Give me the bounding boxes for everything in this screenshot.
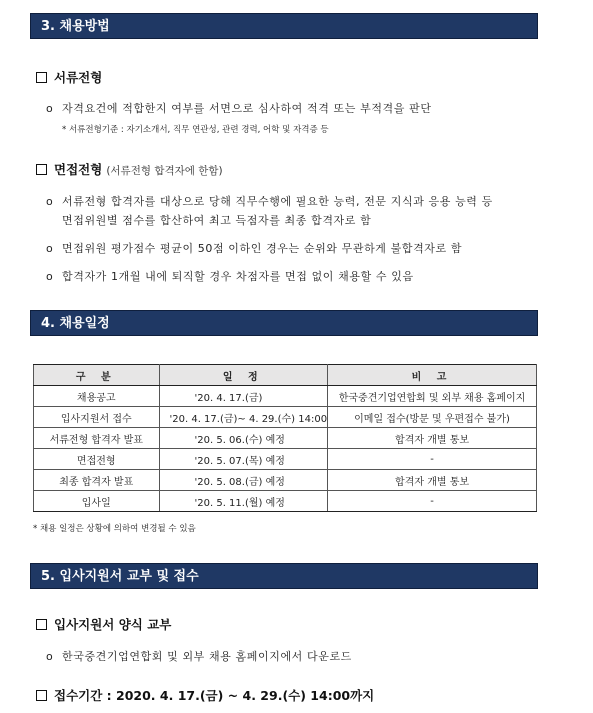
section-3-header: 3. 채용방법 [30,13,538,39]
bullet-icon: o [46,650,54,663]
application-form-title: 입사지원서 양식 교부 [54,617,172,632]
interview-bullet-1 [46,193,493,209]
schedule-change-note: * 채용 일정은 상황에 의하여 변경될 수 있음 [33,524,196,534]
section-5-header: 5. 입사지원서 교부 및 접수 [30,563,538,589]
document-screening-criteria-note: * 서류전형기준 : 자기소개서, 직무 연관성, 관련 경력, 어학 및 자격증 등 [62,125,329,135]
cell-remarks: 합격자 개별 통보 [328,428,537,449]
interview-bullet-1-continued: 면접위원별 점수를 합산하여 최고 득점자를 최종 합격자로 함 [62,214,372,227]
cell-schedule: '20. 5. 07.(목) 예정 [159,449,328,470]
table-header-row [34,365,537,386]
bullet-text: 한국중견기업연합회 및 외부 채용 홈페이지에서 다운로드 [62,650,352,663]
checkbox-square-icon [36,690,47,701]
table-row [34,449,537,470]
bullet-icon: o [46,102,54,115]
bullet-text: 서류전형 합격자를 대상으로 당해 직무수행에 필요한 능력, 전문 지식과 응용 능력 등 [62,195,493,208]
cell-category: 입사일 [34,491,160,512]
application-period-text: 접수기간 : 2020. 4. 17.(금) ~ 4. 29.(수) 14:00까지 [54,688,375,703]
cell-category: 최종 합격자 발표 [34,470,160,491]
document-screening-heading [36,68,102,86]
cell-remarks: - [328,491,537,512]
cell-schedule: '20. 5. 11.(월) 예정 [159,491,328,512]
table-row [34,386,537,407]
document-screening-bullet [46,100,432,116]
cell-schedule: '20. 5. 08.(금) 예정 [159,470,328,491]
schedule-table [33,364,537,512]
cell-category: 서류전형 합격자 발표 [34,428,160,449]
checkbox-square-icon [36,72,47,83]
application-form-bullet [46,648,352,664]
bullet-icon: o [46,270,54,283]
cell-remarks: 한국중견기업연합회 및 외부 채용 홈페이지 [328,386,537,407]
column-header-remarks: 비 고 [328,365,537,386]
table-row [34,428,537,449]
section-4-header: 4. 채용일정 [30,310,538,336]
column-header-category: 구 분 [34,365,160,386]
interview-bullet-3 [46,268,414,284]
checkbox-square-icon [36,164,47,175]
table-row [34,491,537,512]
document-screening-title: 서류전형 [54,70,103,85]
cell-schedule: '20. 5. 06.(수) 예정 [159,428,328,449]
cell-remarks: 합격자 개별 통보 [328,470,537,491]
bullet-text: 합격자가 1개월 내에 퇴직할 경우 차점자를 면접 없이 채용할 수 있음 [62,270,414,283]
bullet-text: 자격요건에 적합한지 여부를 서면으로 심사하여 적격 또는 부적격을 판단 [62,102,432,115]
bullet-icon: o [46,242,54,255]
interview-title: 면접전형 [54,162,103,177]
interview-bullet-2 [46,240,462,256]
checkbox-square-icon [36,619,47,630]
column-header-schedule: 일 정 [159,365,328,386]
bullet-icon: o [46,195,54,208]
table-row [34,407,537,428]
cell-category: 채용공고 [34,386,160,407]
application-form-heading [36,615,171,633]
cell-schedule: '20. 4. 17.(금) [159,386,328,407]
bullet-text: 면접위원 평가점수 평균이 50점 이하인 경우는 순위와 무관하게 불합격자로 함 [62,242,463,255]
cell-category: 입사지원서 접수 [34,407,160,428]
cell-remarks: - [328,449,537,470]
application-period-heading [36,686,374,704]
cell-remarks: 이메일 접수(방문 및 우편접수 불가) [328,407,537,428]
interview-eligibility-note: (서류전형 합격자에 한함) [106,165,223,177]
cell-schedule: '20. 4. 17.(금)~ 4. 29.(수) 14:00 [159,407,328,428]
interview-heading [36,160,223,178]
cell-category: 면접전형 [34,449,160,470]
table-row [34,470,537,491]
